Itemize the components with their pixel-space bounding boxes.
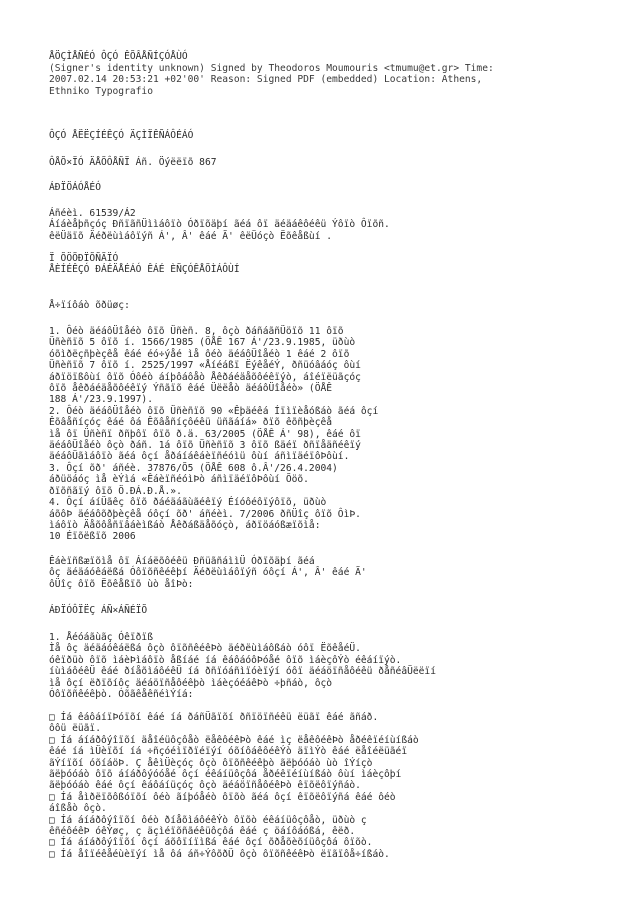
authority-heading — [49, 253, 609, 276]
objective-line: □ Íá áíáðôýîïõí ôçí áõôïíïìßá êáé ôçí õðåõèõíüôçôá ôïõò. — [49, 837, 373, 849]
consideration-line: 1. Ôéò äéáôÜîåéò ôïõ Üñèñ. 8, ôçò ðáñáãñÜöïõ 11 ôïõ — [49, 326, 344, 337]
purpose-line: Ìå ôç äéäáóêáëßá ôçò ôïõñêéêÞò äéðëùìáôßáò óôï ËõêåéÜ. — [49, 643, 361, 655]
consideration-line: Üñèñïõ 7 ôïõ í. 2525/1997 «Åíéáßï ËýêåéÝ, ðñüóâáóç ôùí — [49, 360, 361, 372]
purpose-line: óêïðüò ôïõ ìáèÞìáôïò åßíáé íá êáôáóôÞóåé ôïõ ìáèçôÝò éêáíïýò. — [49, 654, 402, 666]
objective-line: êáé íá ìÜèïõí íá ÷ñçóéìïðïéïýí óõíôáêôéêÝò äïìÝò êáé ëåîéëüãéï — [49, 746, 408, 758]
consideration-line: ìå ôï Üñèñï ðñþôï ôïõ ð.ä. 63/2005 (ÖÅÊ Á' 98), êáé ôï — [49, 428, 361, 440]
issue-line — [49, 157, 609, 168]
signature-line: Ethniko Typografio — [49, 85, 153, 97]
header-title — [49, 51, 609, 62]
purpose-line: íùìáôéêÜ êáé ðíåõìáôéêÜ íá ðñïóáñìïóèïýí óôï äéáöïñåôéêü ðåñéâÜëëïí — [49, 666, 436, 678]
section-title-text: ÔÇÓ ÅËËÇÍÉÊÇÓ ÄÇÌÏÊÑÁÔÉÁÓ — [49, 130, 194, 141]
purpose-line: 1. Åéóáãùãç Óêïðïß — [49, 632, 153, 643]
approval-line: ôÜîç ôïõ Ëõêåßïõ ùò åîÞò: — [49, 578, 194, 590]
category-heading — [49, 182, 609, 193]
section-title — [49, 130, 609, 141]
purpose-section — [49, 632, 609, 700]
intro-line — [49, 300, 609, 311]
purpose-line: Óôïõñêéêþò. ÓõãêåêñéìÝíá: — [49, 689, 194, 701]
reference-line: êëÜäïõ Äéðëùìáôïýñ Á', Â' êáé Ã' êëÜóçò Ëõêåßùí . — [49, 230, 333, 242]
approval-paragraph — [49, 556, 609, 590]
objective-line: ãëþóóáò êáé ôçí êáôáíüçóç ôçò äéáöïñåôéêÞò êïõëôïýñáò. — [49, 780, 361, 792]
considerations-list — [49, 326, 609, 543]
objective-line: □ Íá åìðëïõôßóïõí ôéò ãíþóåéò ôïõò ãéá ôçí êïõëôïýñá êáé ôéò — [49, 791, 396, 803]
objective-line: □ Íá áíáðôýîïõí äåîéüôçôåò ëåêôéêÞò êáé ìç ëåêôéêÞò åðéêïéíùíßáò — [49, 734, 419, 746]
reference-line: Áíáèåþñçóç ÐñïãñÜììáôïò Óðïõäþí ãéá ôï äéäáêôéêü Ýôïò Ôïõñ. — [49, 219, 390, 231]
reference-line: Áñéèì. 61539/Á2 — [49, 208, 136, 219]
consideration-line: Êõâåñíçóç êáé ôá Êõâåñíçôéêü üñãáíá» ðïõ êõñþèçêå — [49, 417, 333, 429]
annex-title — [49, 605, 609, 616]
consideration-line: 2. Ôéò äéáôÜîåéò ôïõ Üñèñïõ 90 «Êþäéêá Íïìïèåóßáò ãéá ôçí — [49, 405, 379, 417]
signature-block — [49, 63, 609, 97]
consideration-line: óõìðëçñþèçêå êáé éó÷ýåé ìå ôéò äéáôÜîåéò 1 êáé 2 ôïõ — [49, 348, 350, 360]
consideration-line: äéáôÜãìáôïò ãéá ôçí åðáíáêáèïñéóìü ôùí áñìïäéïôÞôùí. — [49, 451, 350, 463]
approval-line: ôç äéäáóêáëßá Óôïõñêéêþí Äéðëùìáôïýñ óôçí Á', Â' êáé Ã' — [49, 567, 367, 579]
consideration-line: 4. Ôçí áíÜãêç ôïõ ðáéäáãùãéêïý Éíóôéôïýôïõ, üðùò — [49, 497, 327, 509]
consideration-line: ìáôïò Äåõôåñïâáèìßáò Åêðáßäåõóçò, áðïöáóßæïõìå: — [49, 519, 321, 531]
annex-title-text: ÁÐÏÓÔÏËÇ ÁÑ×ÁÑÉÏÕ — [49, 605, 148, 616]
objective-line: êñéôéêÞ óêÝøç, ç äçìéïõñãéêüôçôá êáé ç öáíôáóßá, êëð. — [49, 826, 356, 838]
consideration-line: 188 Á'/23.9.1997). — [49, 394, 153, 406]
consideration-line: áðüöáóç ìå èÝìá «ÊáèïñéóìÞò áñìïäéïôÞôùí Õöõ. — [49, 474, 309, 486]
authority-line: Ï ÕÖÕÐÏÕÑÃÏÓ — [49, 253, 119, 264]
header-title-text: ÅÖÇÌÅÑÉÓ ÔÇÓ ÊÕÂÅÑÍÇÓÅÙÓ — [49, 51, 188, 62]
authority-line: ÅÈÍÉÊÇÓ ÐÁÉÄÅÉÁÓ ÊÁÉ ÈÑÇÓÊÅÕÌÁÔÙÍ — [49, 264, 240, 276]
intro-text: Å÷ïíôáò õðüøç: — [49, 300, 130, 311]
consideration-line: áðïöïßôùí ôïõ Óôéò áíþôáôåò Åêðáéäåõôéêïýò, áîéïëüãçóç — [49, 371, 361, 383]
consideration-line: Üñèñïõ 5 ôïõ í. 1566/1985 (ÖÅÊ 167 Á'/23.9.1985, üðùò — [49, 337, 356, 349]
issue-text: ÔÅÕ×ÏÓ ÄÅÕÔÅÑÏ Áñ. Öýëëïõ 867 — [49, 157, 217, 168]
category-text: ÁÐÏÖÁÓÅÉÓ — [49, 182, 101, 193]
objective-line: ãëþóóáò ôïõ áíáðôýóóåé ôçí éêáíüôçôá åðéêïéíùíßáò ôùí ìáèçôþí — [49, 769, 402, 781]
signature-line: 2007.02.14 20:53:21 +02'00' Reason: Signed PDF (embedded) Location: Athens, — [49, 74, 483, 86]
objective-line: áîßåò ôçò. — [49, 803, 107, 815]
consideration-line: ðïõñãïý ôïõ Ö.ÐÁ.Ð.Å.». — [49, 485, 182, 497]
consideration-line: 10 Éïõëßïõ 2006 — [49, 531, 136, 543]
approval-line: Êáèïñßæïõìå ôï Áíáëõôéêü ÐñüãñáììÜ Óðïõäþí ãéá — [49, 556, 315, 567]
signature-line: (Signer's identity unknown) Signed by Theodoros Moumouris <tmumu@et.gr> Time: — [49, 63, 494, 74]
consideration-line: äéáôÜîåéò ôçò ðáñ. 1á ôïõ Üñèñïõ 3 ôïõ ßäéï ðñïåäñéêïý — [49, 440, 361, 452]
consideration-line: 3. Ôçí õð' áñéè. 37876/Õ5 (ÖÅÊ 608 ô.Â'/26.4.2004) — [49, 462, 338, 474]
consideration-line: áõôÞ äéáôõðþèçêå óôçí õð' áñéèì. 7/2006 ðñÜîç ôïõ ÔìÞ. — [49, 508, 361, 520]
consideration-line: ôïõ åêðáéäåõôéêïý Ýñãïõ êáé Üëëåò äéáôÜîåéò» (ÖÅÊ — [49, 383, 333, 395]
objective-line: ãÝíïõí óõíáöÞ. Ç åêìÜèçóç ôçò ôïõñêéêþò ãëþóóáò ùò îÝíçò — [49, 757, 373, 769]
objective-line: □ Íá áíáðôýîïõí ôéò ðíåõìáôéêÝò ôïõò éêáíüôçôåò, üðùò ç — [49, 814, 367, 826]
objective-line: □ Íá êáôáíïÞóïõí êáé íá ðáñÜãïõí ðñïöïñéêü ëüãï êáé ãñáð. — [49, 712, 379, 723]
objective-line: ôôü ëüãï. — [49, 723, 101, 735]
purpose-line: ìå ôçí ëðïõíôç äéáöïñåôéêþò ìáèçóéáêÞò ÷þñáò, ôçò — [49, 677, 333, 689]
decision-reference — [49, 208, 609, 242]
objectives-list — [49, 712, 609, 860]
objective-line: □ Íá åîïéêåéùèïýí ìå ôá áñ÷ÝôõðÜ ôçò ôïõñêéêÞò ëïãïôå÷íßáò. — [49, 848, 390, 860]
